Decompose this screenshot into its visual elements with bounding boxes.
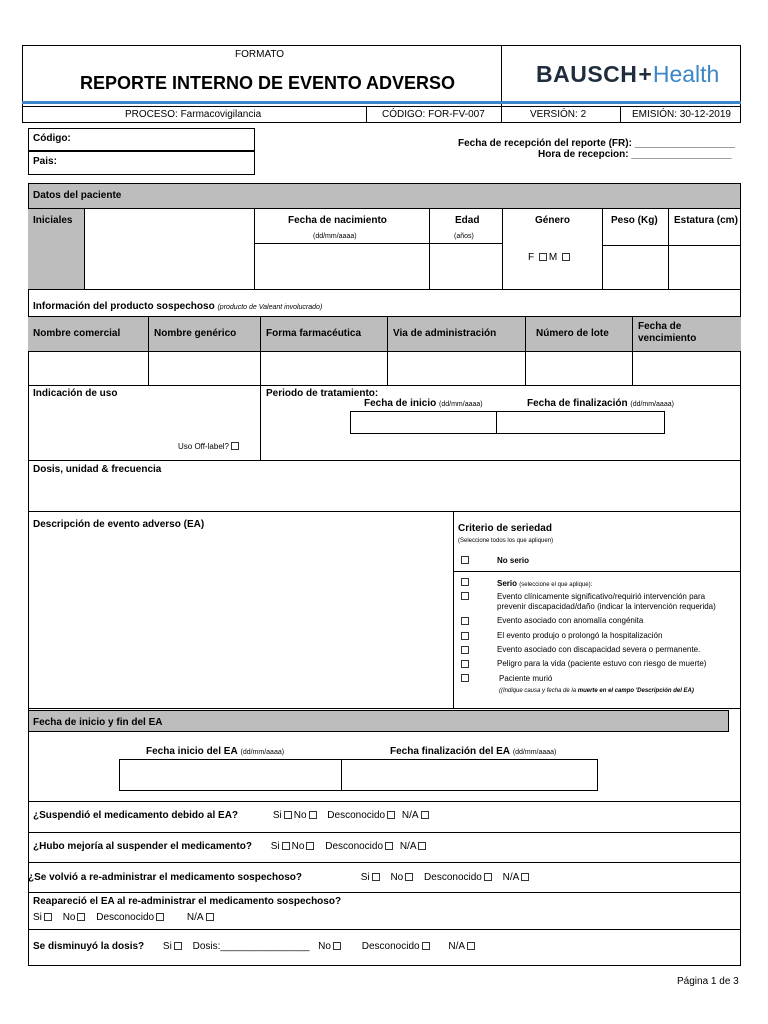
q4-desconocido-checkbox[interactable] [156, 913, 164, 921]
patient-section-header [28, 183, 741, 209]
q4-no-checkbox[interactable] [77, 913, 85, 921]
q3-desconocido-checkbox[interactable] [484, 873, 492, 881]
criterio-option-2: Evento asociado con anomalía congénita [497, 616, 644, 625]
q5-desconocido-checkbox[interactable] [422, 942, 430, 950]
periodo-label: Periodo de tratamiento: [266, 388, 379, 399]
format-label: FORMATO [235, 49, 285, 60]
genero-f-checkbox[interactable] [539, 253, 547, 261]
hora-recepcion-field[interactable]: Hora de recepcion: __________________ [538, 149, 732, 160]
genero-label: Género [535, 215, 571, 226]
criterio-option-5-checkbox[interactable] [461, 660, 469, 668]
emission-label: EMISIÓN: 30-12-2019 [632, 109, 731, 120]
fecha-inicio-ea-input[interactable] [119, 759, 342, 791]
patient-section-title: Datos del paciente [33, 190, 122, 201]
q4-na-checkbox[interactable] [206, 913, 214, 921]
question-reaparecio: Reapareció el EA al re-administrar el medicamento sospechoso? [33, 896, 342, 907]
col-nombre-comercial: Nombre comercial [33, 328, 121, 339]
off-label-checkbox[interactable] [231, 442, 239, 450]
q5-dosis-field[interactable]: Dosis:________________ [192, 941, 310, 952]
version-label: VERSIÓN: 2 [530, 109, 587, 120]
codigo-label: Código: [33, 133, 71, 144]
col-via-administracion: Via de administración [393, 328, 497, 339]
code-label: CÓDIGO: FOR-FV-007 [382, 109, 485, 120]
header-blue-rule [22, 101, 741, 104]
fecha-inicio-label: Fecha de inicio (dd/mm/aaaa) [364, 398, 483, 409]
serio-label: Serio (seleccione el que aplique): [497, 579, 593, 588]
off-label-question[interactable]: Uso Off-label? [178, 441, 241, 453]
question-suspendio: ¿Suspendió el medicamento debido al EA? Si No Desconocido N/A [33, 810, 431, 822]
edad-unit: (años) [454, 233, 474, 240]
q4-si-checkbox[interactable] [44, 913, 52, 921]
q3-si-checkbox[interactable] [372, 873, 380, 881]
product-section-title: Información del producto sospechoso (producto de Valeant involucrado) [33, 301, 323, 312]
criterio-option-6: Paciente murió [499, 674, 553, 683]
col-forma-farmaceutica: Forma farmacéutica [266, 328, 362, 339]
indicacion-label: Indicación de uso [33, 388, 118, 399]
criterio-option-1-checkbox[interactable] [461, 592, 469, 600]
question-reaparecio-options: Si No Desconocido N/A [33, 912, 216, 924]
fecha-nacimiento-label: Fecha de nacimiento [288, 215, 387, 226]
logo-health: Health [652, 61, 720, 87]
company-logo [536, 60, 719, 88]
estatura-label: Estatura (cm) [674, 215, 738, 226]
criterio-option-5: Peligro para la vida (paciente estuvo con riesgo de muerte) [497, 659, 707, 668]
page-number: Página 1 de 3 [677, 976, 739, 987]
q2-no-checkbox[interactable] [306, 842, 314, 850]
question-disminuyo: Se disminuyó la dosis? Si Dosis:________________ No Desconocido N/A [33, 941, 477, 953]
question-readministro: ¿Se volvió a re-administrar el medicamento sospechoso? Si No Desconocido N/A [28, 872, 531, 884]
serio-checkbox[interactable] [461, 578, 469, 586]
edad-label: Edad [455, 215, 480, 226]
question-mejoria: ¿Hubo mejoría al suspender el medicamento? Si No Desconocido N/A [33, 841, 428, 853]
fecha-fin-ea-input[interactable] [341, 759, 598, 791]
q5-si-checkbox[interactable] [174, 942, 182, 950]
pais-label: Pais: [33, 156, 57, 167]
no-serio-checkbox[interactable] [461, 556, 469, 564]
pais-field[interactable] [28, 151, 255, 175]
q3-no-checkbox[interactable] [405, 873, 413, 881]
q3-na-checkbox[interactable] [521, 873, 529, 881]
fecha-fin-ea-label: Fecha finalización del EA (dd/mm/aaaa) [390, 746, 557, 757]
q5-na-checkbox[interactable] [467, 942, 475, 950]
col-nombre-generico: Nombre genérico [154, 328, 237, 339]
q1-desconocido-checkbox[interactable] [387, 811, 395, 819]
fecha-fin-label: Fecha de finalización (dd/mm/aaaa) [527, 398, 674, 409]
peso-label: Peso (Kg) [611, 215, 658, 226]
criterio-label: Criterio de seriedad [458, 523, 552, 534]
criterio-option-4: Evento asociado con discapacidad severa o permanente. [497, 645, 701, 654]
criterio-option-3: El evento produjo o prolongó la hospitalización [497, 631, 663, 640]
q1-na-checkbox[interactable] [421, 811, 429, 819]
q1-si-checkbox[interactable] [284, 811, 292, 819]
criterio-option-3-checkbox[interactable] [461, 632, 469, 640]
q1-no-checkbox[interactable] [309, 811, 317, 819]
dates-section-title: Fecha de inicio y fin del EA [33, 717, 163, 728]
col-fecha-vencimiento: Fecha de vencimiento [638, 321, 697, 344]
q5-no-checkbox[interactable] [333, 942, 341, 950]
criterio-option-6-checkbox[interactable] [461, 674, 469, 682]
criterio-option-1: Evento clínicamente significativo/requirió intervención para [497, 592, 706, 601]
iniciales-label: Iniciales [33, 215, 73, 226]
product-columns-header [28, 316, 741, 352]
murio-note: ((Indique causa y fecha de la muerte en el campo 'Descripción del EA) [499, 688, 694, 694]
fecha-nacimiento-format: (dd/mm/aaaa) [313, 233, 357, 240]
q2-si-checkbox[interactable] [282, 842, 290, 850]
criterio-note: (Seleccione todos los que apliquen) [458, 538, 554, 544]
logo-bausch: BAUSCH [536, 61, 638, 87]
q2-na-checkbox[interactable] [418, 842, 426, 850]
no-serio-label: No serio [497, 556, 530, 565]
criterio-option-4-checkbox[interactable] [461, 646, 469, 654]
criterio-option-2-checkbox[interactable] [461, 617, 469, 625]
genero-m-checkbox[interactable] [562, 253, 570, 261]
criterio-option-1-cont: prevenir discapacidad/daño (indicar la intervención requerida) [497, 602, 716, 611]
fecha-recepcion-field[interactable]: Fecha de recepción del reporte (FR): __________________ [458, 138, 735, 149]
col-numero-lote: Número de lote [536, 328, 609, 339]
descripcion-ea-label: Descripción de evento adverso (EA) [33, 519, 205, 530]
fecha-fin-input[interactable] [496, 411, 665, 434]
document-title: REPORTE INTERNO DE EVENTO ADVERSO [80, 73, 456, 93]
process-label: PROCESO: Farmacovigilancia [125, 109, 262, 120]
logo-plus-icon: + [638, 61, 652, 87]
genero-options[interactable]: F M [528, 252, 572, 264]
fecha-inicio-ea-label: Fecha inicio del EA (dd/mm/aaaa) [146, 746, 285, 757]
q2-desconocido-checkbox[interactable] [385, 842, 393, 850]
fecha-inicio-input[interactable] [350, 411, 497, 434]
dosis-label: Dosis, unidad & frecuencia [33, 464, 162, 475]
